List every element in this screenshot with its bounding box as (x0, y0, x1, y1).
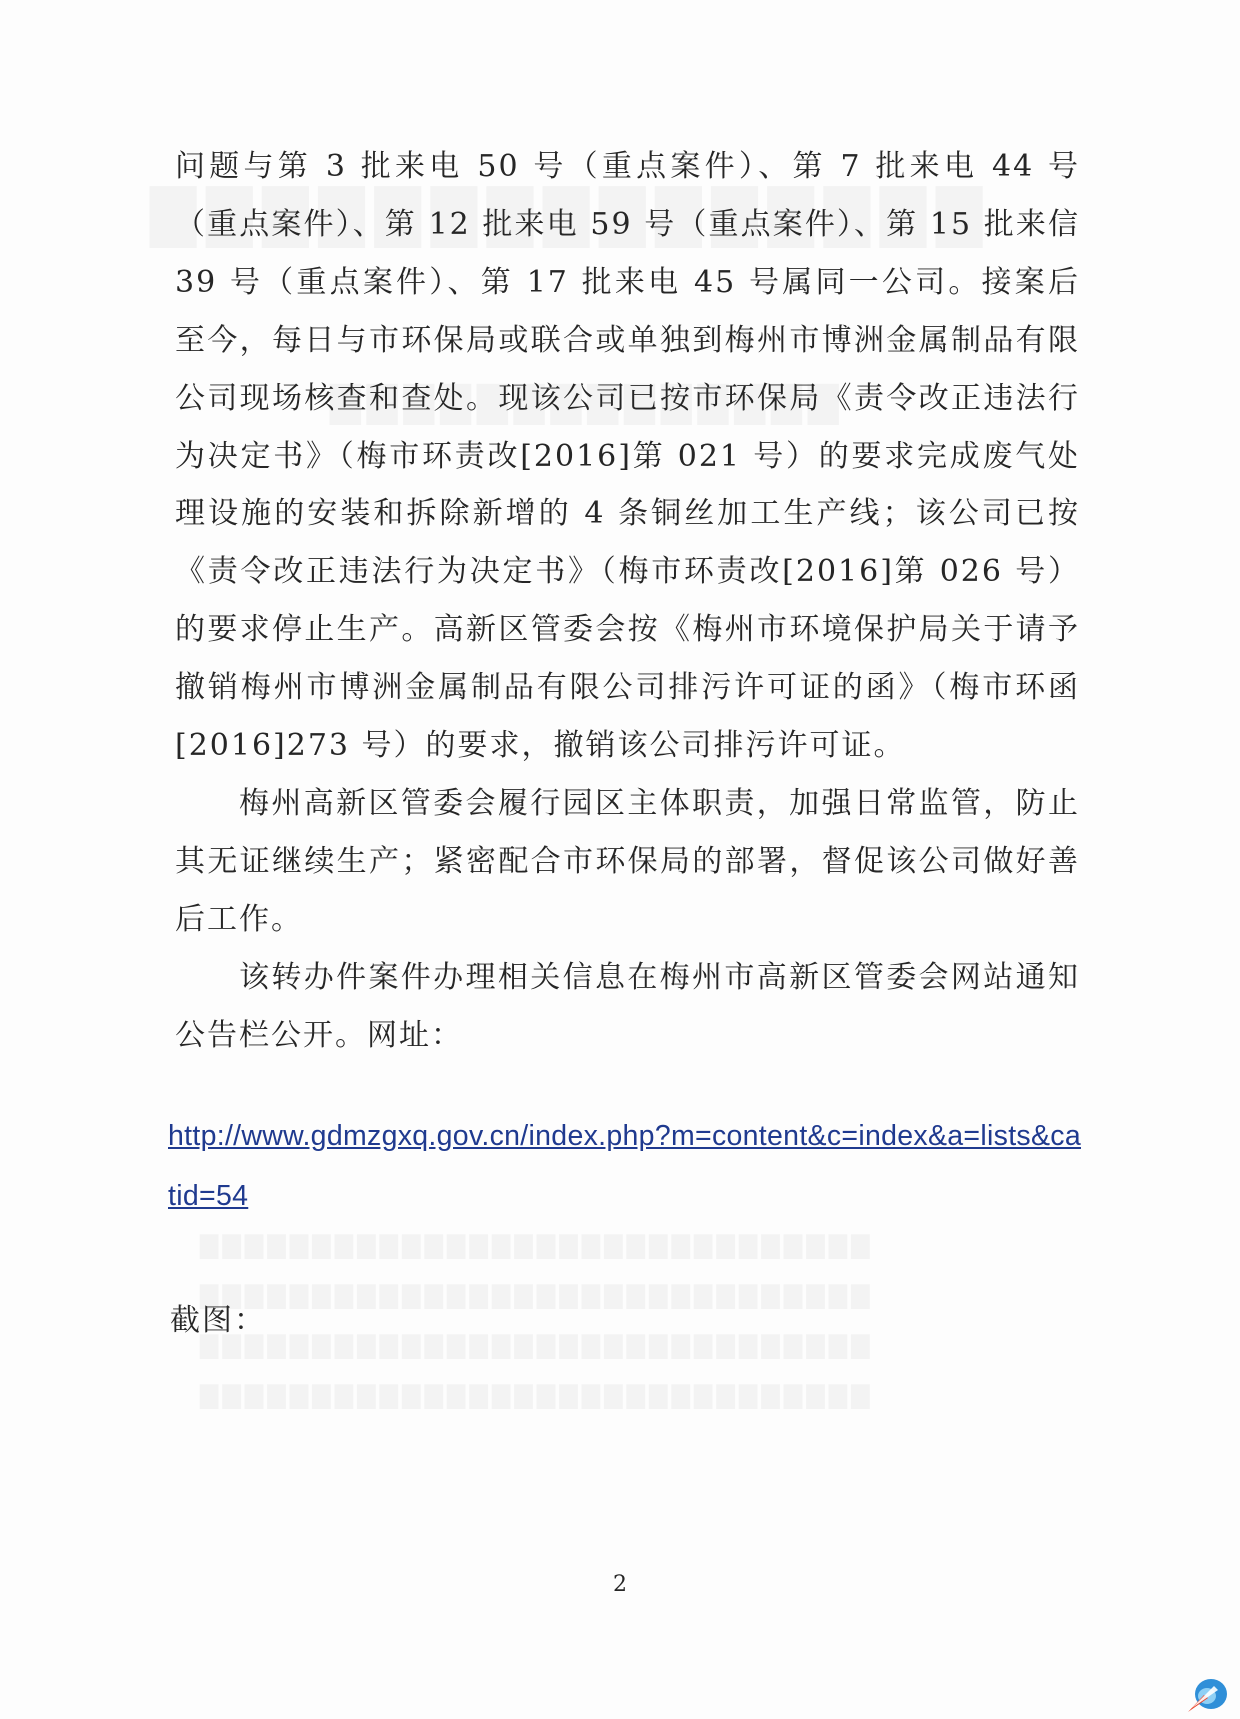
body-text (175, 138, 1080, 1065)
paragraph-supervision: 梅州高新区管委会履行园区主体职责，加强日常监管，防止其无证继续生产；紧密配合市环保局的部署，督促该公司做好善后工作。 (175, 785, 1080, 937)
paragraph-disclosure: 该转办件案件办理相关信息在梅州市高新区管委会网站通知公告栏公开。网址： (175, 959, 1080, 1053)
comet-logo-icon (1186, 1672, 1232, 1714)
page-number: 2 (613, 1572, 627, 1597)
paragraph-case-handling: 问题与第 3 批来电 50 号（重点案件）、第 7 批来电 44 号（重点案件）、第 12 批来电 59 号（重点案件）、第 15 批来信 39 号（重点案件）、第 17 批来电 45 号属同一公司。接案后至今，每日与市环保局或联合或单独到梅州市博洲金属制品有限公司现场核查和查处。现该公司已按市环保局《责令改正违法行为决定书》（梅市环责改[2016]第 021 号）的要求完成废气处理设施的安装和拆除新增的 4 条铜丝加工生产线；该公司已按《责令改正违法行为决定书》（梅市环责改[2016]第 026 号）的要求停止生产。高新区管委会按《梅州市环境保护局关于请予撤销梅州市博洲金属制品有限公司排污许可证的函》（梅市环函[2016]273 号）的要求，撤销该公司排污许可证。 (175, 149, 1080, 764)
website-link[interactable]: http://www.gdmzgxq.gov.cn/index.php?m=content&c=index&a=lists&catid=54 (168, 1120, 1081, 1212)
bleed-through-lower (200, 1220, 1040, 1420)
screenshot-label: 截图： (170, 1303, 266, 1338)
